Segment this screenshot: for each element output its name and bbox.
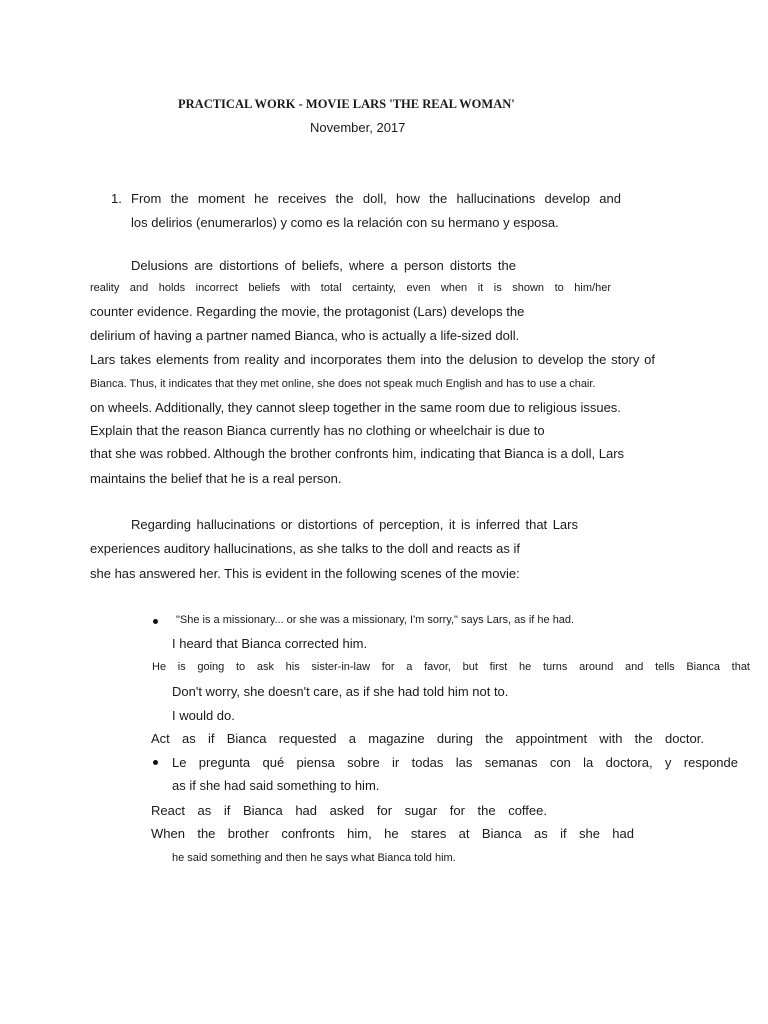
list-item: I heard that Bianca corrected him. [172,636,368,651]
list-item: as if she had said something to him. [172,778,380,793]
question-number: 1. [111,191,122,206]
list-item: "She is a missionary... or she was a missionary, I'm sorry," says Lars, as if he had. [176,614,575,626]
document-title: PRACTICAL WORK - MOVIE LARS 'THE REAL WOMAN' [178,97,515,111]
list-item: I would do. [172,708,235,723]
list-item: he said something and then he says what Bianca told him. [172,852,456,864]
question-line-1: From the moment he receives the doll, how the hallucinations develop and [131,191,621,206]
paragraph-line: reality and holds incorrect beliefs with total certainty, even when it is shown to him/her [90,282,611,294]
paragraph-line: on wheels. Additionally, they cannot sleep together in the same room due to religious issues. [90,400,621,415]
list-item: React as if Bianca had asked for sugar for the coffee. [151,803,547,818]
list-item: Act as if Bianca requested a magazine during the appointment with the doctor. [151,731,704,746]
paragraph-line: Lars takes elements from reality and incorporates them into the delusion to develop the story of [90,352,655,367]
document-date: November, 2017 [310,120,406,135]
list-item: He is going to ask his sister-in-law for a favor, but first he turns around and tells Bianca that [152,661,750,673]
paragraph-line: maintains the belief that he is a real person. [90,471,342,486]
paragraph-line: delirium of having a partner named Bianca, who is actually a life-sized doll. [90,328,520,343]
list-item: Le pregunta qué piensa sobre ir todas las semanas con la doctora, y responde [172,755,738,770]
paragraph-line: she has answered her. This is evident in the following scenes of the movie: [90,566,520,581]
paragraph-line: experiences auditory hallucinations, as she talks to the doll and reacts as if [90,541,520,556]
list-item: Don't worry, she doesn't care, as if she had told him not to. [172,684,509,699]
list-item: When the brother confronts him, he stares at Bianca as if she had [151,826,634,841]
paragraph-line: Delusions are distortions of beliefs, where a person distorts the [131,258,516,273]
question-line-2: los delirios (enumerarlos) y como es la relación con su hermano y esposa. [131,215,559,230]
paragraph-line: counter evidence. Regarding the movie, the protagonist (Lars) develops the [90,304,525,319]
paragraph-line: Bianca. Thus, it indicates that they met online, she does not speak much English and has to use a chair. [90,378,596,390]
bullet-icon [153,619,158,624]
paragraph-line: that she was robbed. Although the brother confronts him, indicating that Bianca is a doll, Lars [90,446,625,461]
paragraph-line: Explain that the reason Bianca currently has no clothing or wheelchair is due to [90,423,545,438]
paragraph-line: Regarding hallucinations or distortions of perception, it is inferred that Lars [131,517,578,532]
bullet-icon [153,760,158,765]
